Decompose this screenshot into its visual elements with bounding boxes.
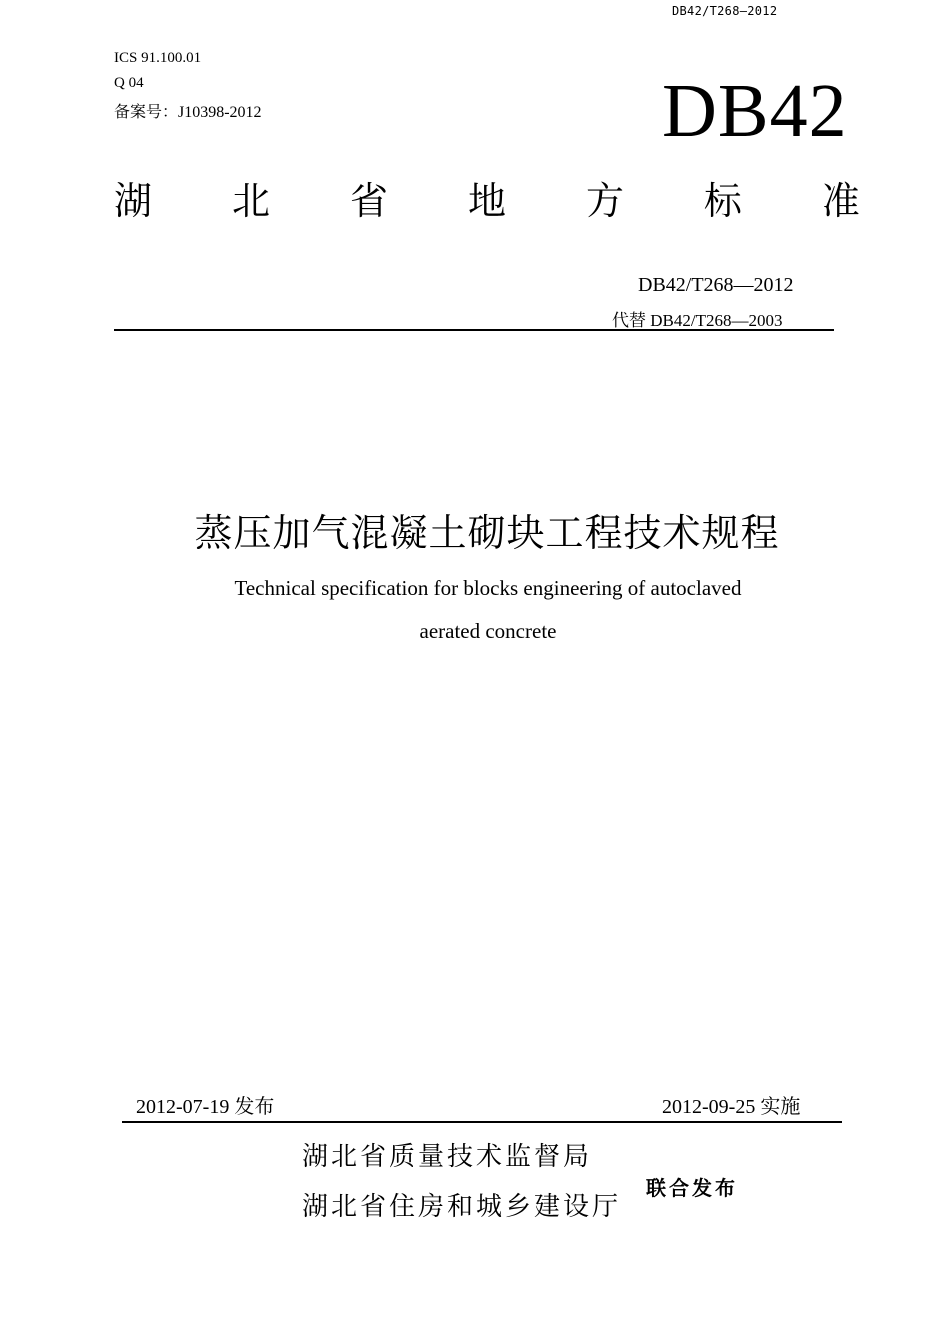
standard-type-char: 省	[349, 179, 388, 223]
issuer-quality-bureau: 湖北省质量技术监督局	[302, 1142, 593, 1172]
standard-type-char: 湖	[114, 179, 153, 223]
standard-type-char: 地	[467, 179, 506, 223]
ccs-code: Q 04	[114, 75, 144, 91]
db-logo: DB42	[662, 69, 848, 153]
bottom-divider	[122, 1121, 842, 1123]
standard-type-char: 准	[821, 179, 860, 223]
document-title-english-line-2: aerated concrete	[419, 619, 557, 643]
standard-number: DB42/T268—2012	[638, 274, 794, 296]
issue-date: 2012-07-19 发布	[136, 1096, 275, 1118]
standard-type-char: 方	[585, 179, 624, 223]
top-divider	[114, 329, 834, 331]
standard-type-char: 标	[703, 179, 742, 223]
issuer-housing-department: 湖北省住房和城乡建设厅	[302, 1192, 622, 1222]
document-title-english-line-1: Technical specification for blocks engineering of autoclaved	[234, 576, 742, 600]
standard-type-char: 北	[231, 179, 270, 223]
joint-issue-label: 联合发布	[646, 1176, 738, 1200]
implementation-date: 2012-09-25 实施	[662, 1096, 801, 1118]
filing-number: 备案号：J10398-2012	[114, 104, 262, 121]
ics-code: ICS 91.100.01	[114, 50, 202, 66]
standard-type-heading	[114, 176, 860, 226]
replaces-standard: 代替 DB42/T268—2003	[612, 311, 783, 330]
document-title-chinese: 蒸压加气混凝土砌块工程技术规程	[194, 511, 780, 555]
header-standard-code: DB42/T268—2012	[672, 4, 778, 18]
